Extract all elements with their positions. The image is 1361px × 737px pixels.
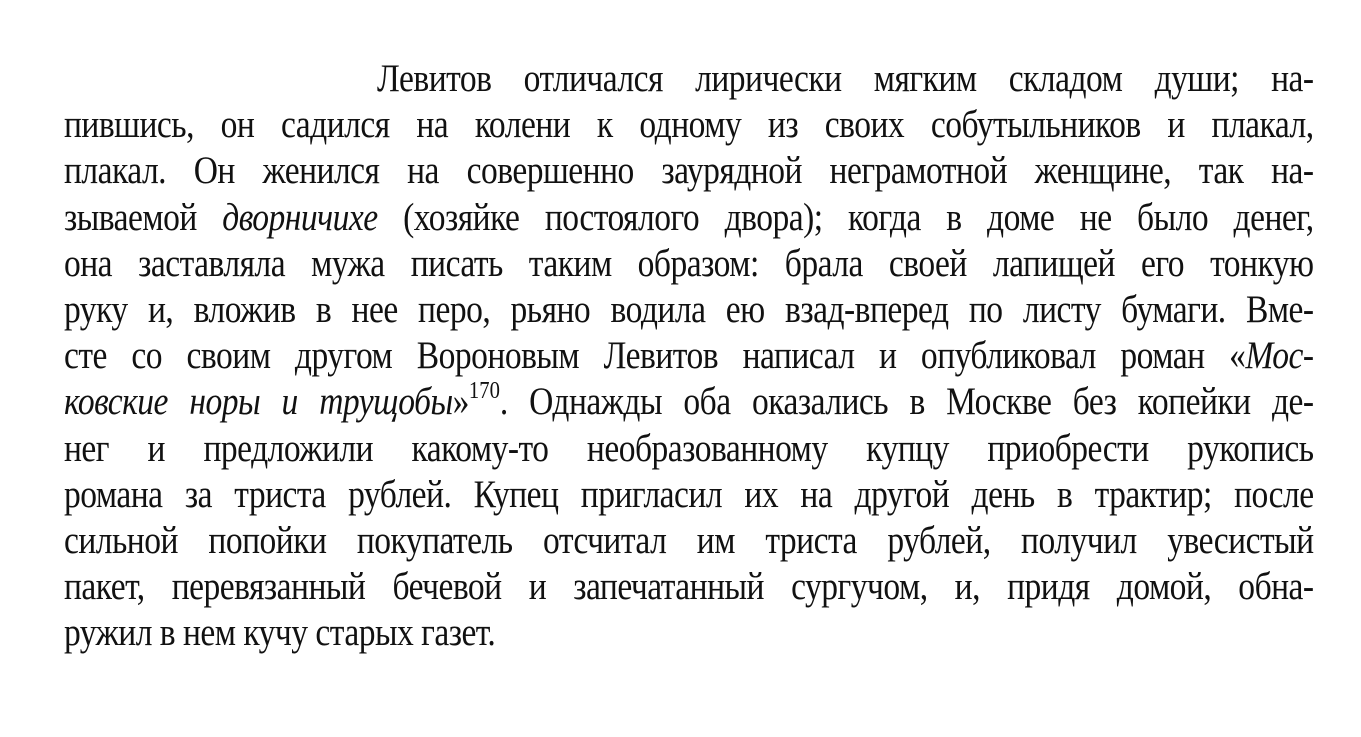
text-run: зываемой — [64, 195, 223, 239]
text-run: (хозяйке постоялого двора); когда в доме не было денег, — [377, 195, 1314, 239]
paragraph-line — [64, 102, 1314, 148]
text-run: ружил в нем кучу старых газет. — [64, 611, 496, 655]
text-run: пившись, он садился на колени к одному из своих собутыльников и плакал, — [64, 103, 1314, 147]
text-run: Левитов отличался лирически мягким складом души; на- — [377, 57, 1314, 100]
italic-term: дворничихе — [222, 195, 378, 239]
paragraph-line — [64, 564, 1314, 610]
paragraph-line — [64, 610, 1314, 656]
text-run: сильной попойки покупатель отсчитал им триста рублей, получил увесистый — [64, 519, 1314, 563]
italic-title: ковские норы и трущобы — [64, 380, 453, 424]
text-run: нег и предложили какому-то необразованному купцу приобрести рукопись — [64, 426, 1314, 470]
paragraph-line — [64, 148, 1314, 194]
paragraph-line — [64, 287, 1314, 333]
text-run: романа за триста рублей. Купец пригласил их на другой день в трактир; после — [64, 472, 1314, 516]
paragraph-line — [64, 333, 1314, 379]
text-run: пакет, перевязанный бечевой и запечатанный сургучом, и, придя домой, обна- — [64, 565, 1314, 609]
text-run: она заставляла мужа писать таким образом: брала своей лапищей его тонкую — [64, 241, 1314, 285]
paragraph-line — [64, 426, 1314, 472]
italic-title: Мос- — [1245, 334, 1314, 378]
paragraph-line — [64, 379, 1314, 425]
footnote-marker: 170 — [468, 378, 500, 405]
paragraph-line — [64, 56, 1314, 102]
text-run: руку и, вложив в нее перо, рьяно водила ею взад-вперед по листу бумаги. Вме- — [64, 288, 1314, 332]
text-run: . Однажды оба оказались в Москве без копейки де- — [499, 380, 1314, 424]
paragraph-line — [64, 518, 1314, 564]
paragraph-line — [64, 241, 1314, 287]
paragraph-line — [64, 472, 1314, 518]
text-run: » — [452, 380, 469, 424]
text-run: плакал. Он женился на совершенно заурядной неграмотной женщине, так на- — [64, 149, 1314, 193]
body-paragraph — [64, 56, 1314, 657]
paragraph-line — [64, 195, 1314, 241]
text-run: сте со своим другом Вороновым Левитов написал и опубликовал роман « — [64, 334, 1246, 378]
